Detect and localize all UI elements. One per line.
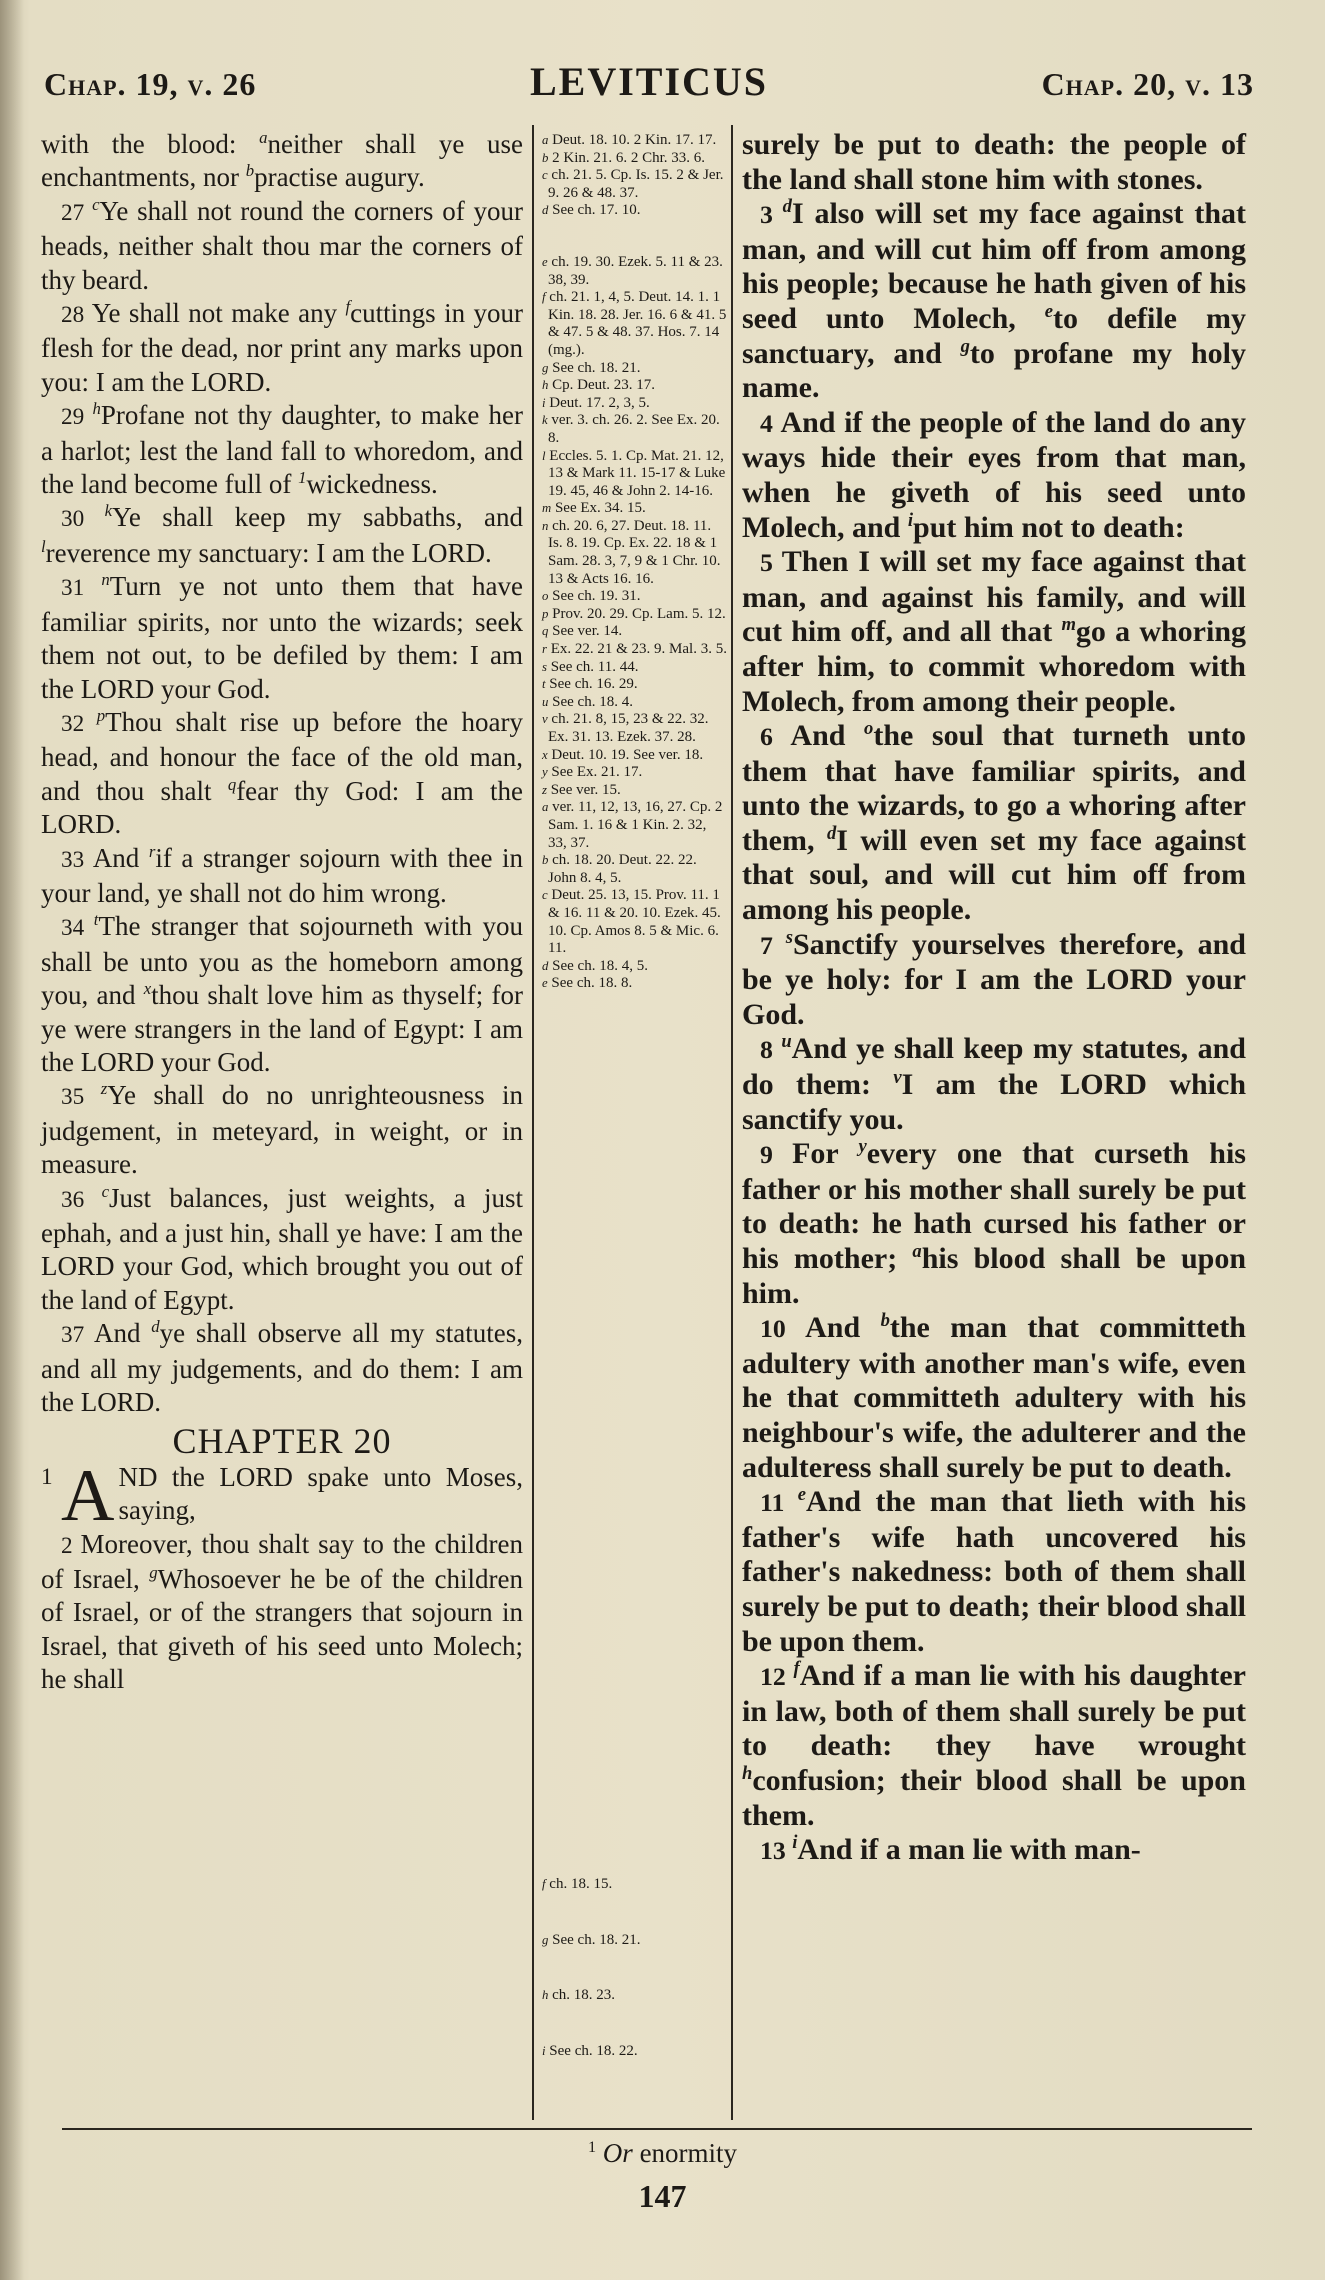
verse-r7: [742, 928, 1246, 1033]
cross-reference-key: f: [542, 1877, 546, 1891]
cross-reference-key: z: [542, 782, 547, 797]
cross-reference: [542, 518, 727, 588]
cross-reference: [542, 711, 727, 746]
cross-reference-key: k: [542, 413, 548, 428]
left-verses-chapter-19: [41, 128, 523, 1419]
verse-text: And ye shall keep my statutes, and do them:: [742, 1032, 1246, 1102]
cross-reference-text: See ch. 11. 44.: [546, 658, 639, 675]
cross-reference-key: a: [542, 800, 549, 815]
cross-reference-text: ch. 19. 30. Ezek. 5. 11 & 23. 38, 39.: [547, 253, 723, 288]
note-marker: x: [143, 979, 152, 999]
cross-reference: [542, 395, 727, 413]
note-marker: h: [742, 1762, 753, 1784]
note-marker: d: [826, 822, 837, 844]
note-marker: k: [104, 501, 113, 521]
cross-reference-key: h: [542, 378, 549, 393]
cross-reference-key: n: [542, 518, 549, 533]
footnote-mark: 1: [587, 2138, 597, 2156]
left-text-column: [41, 128, 523, 1697]
verse-text: neither shall ye use enchantments, nor: [41, 129, 523, 193]
cross-reference-text: See ver. 15.: [546, 781, 621, 798]
verse-number: 8: [760, 1035, 782, 1065]
note-marker: z: [100, 1079, 108, 1099]
cross-reference-text: See Ex. 34. 15.: [551, 500, 646, 517]
cross-reference: [542, 782, 727, 800]
verse-text: And if the people of the land do any ways hide their eyes from that man, when he giveth of his seed unto Molech, and: [742, 405, 1246, 544]
note-marker: f: [345, 297, 351, 317]
note-marker: d: [151, 1317, 160, 1337]
verse-text: put him not to death:: [913, 510, 1185, 544]
cross-reference-text: Deut. 25. 13, 15. Prov. 11. 1 & 16. 11 & 20. 10. Ezek. 45. 10. Cp. Amos 8. 5 & Mic. 6. 11.: [547, 887, 721, 957]
cross-reference: [542, 694, 727, 712]
verse-l28: [41, 297, 523, 399]
verse-text: I also will set my face against that man, and will cut him off from among his people; because he hath given of his seed unto Molech,: [742, 197, 1246, 335]
verse-l36: [41, 1182, 523, 1318]
cross-reference-key: b: [542, 150, 549, 165]
cross-reference: [542, 500, 727, 518]
verse-number: 33: [61, 846, 93, 873]
cross-reference-text: See ch. 18. 4.: [548, 693, 633, 710]
footnote-rule: [62, 2128, 1252, 2130]
verse-l32: [41, 706, 523, 842]
verse-20-1: [41, 1454, 523, 1537]
verse-r11: [742, 1485, 1246, 1659]
cross-reference-key: g: [542, 1932, 549, 1947]
running-head: [44, 58, 1254, 108]
cross-reference-key: d: [542, 203, 549, 218]
verse-text: thou shalt love him as thyself; for ye were strangers in the land of Egypt: I am the LORD your God.: [41, 980, 523, 1077]
drop-cap: A: [61, 1454, 115, 1537]
cross-reference-text: Prov. 20. 29. Cp. Lam. 5. 12.: [548, 605, 726, 622]
verse-text: And if a man lie with man-: [797, 1833, 1141, 1867]
cross-references-upper: [542, 132, 727, 993]
cross-reference-key: y: [542, 765, 548, 780]
cross-reference-text: See ch. 18. 22.: [545, 2042, 638, 2059]
verse-l2: [41, 1528, 523, 1697]
note-marker: y: [858, 1136, 867, 1158]
verse-text: And the man that lieth with his father's wife hath uncovered his father's nakedness: both of them shall surely be put to death; their blood shall be upon them.: [742, 1485, 1246, 1658]
verse-l33: [41, 842, 523, 911]
cross-reference-text: ch. 18. 15.: [545, 1876, 613, 1892]
verse-number: 1: [41, 1463, 53, 1490]
cross-reference-text: ch. 18. 20. Deut. 22. 22. John 8. 4, 5.: [548, 852, 697, 886]
verse-text: Ye shall do no unrighteousness in judgement, in meteyard, in weight, or in measure.: [41, 1080, 523, 1180]
verse-text: And if a man lie with his daughter in law, both of them shall surely be put to death: they have wrought: [742, 1659, 1246, 1763]
verse-l34: [41, 910, 523, 1079]
verse-number: 12: [760, 1662, 794, 1692]
verse-number: 11: [760, 1488, 798, 1518]
verse-text: Ye shall keep my sabbaths, and: [112, 502, 523, 533]
verse-number: 6: [760, 722, 791, 752]
verse-l0: [41, 128, 523, 195]
verse-l37: [41, 1317, 523, 1419]
column-rule-left: [532, 125, 534, 2120]
cross-reference: [542, 676, 727, 694]
verse-l29: [41, 399, 523, 501]
cross-reference-text: Deut. 18. 10. 2 Kin. 17. 17.: [548, 132, 717, 148]
cross-reference: [542, 975, 727, 993]
footnote-text: enormity: [632, 2138, 738, 2168]
note-marker: o: [864, 718, 874, 740]
footnote: [0, 2138, 1325, 2169]
verse-number: 36: [61, 1186, 102, 1213]
verse-r5: [742, 545, 1246, 719]
cross-reference: [542, 289, 727, 359]
cross-reference-text: See ch. 18. 4, 5.: [548, 957, 648, 974]
verse-text: I am the LORD which sanctify you.: [742, 1068, 1246, 1136]
cross-reference: [542, 659, 727, 677]
verse-text: Whosoever he be of the children of Israel, or of the strangers that sojourn in Israel, that giveth of his seed unto Molech; he shall: [41, 1564, 523, 1695]
verse-r4: [742, 406, 1246, 545]
cross-reference-text: ch. 18. 23.: [548, 1987, 616, 2004]
verse-number: 29: [61, 404, 93, 431]
verse-text: to profane my holy name.: [742, 336, 1246, 405]
verse-l27: [41, 195, 523, 297]
note-marker: i: [907, 509, 914, 531]
cross-reference: [542, 641, 727, 659]
note-marker: m: [1061, 614, 1076, 636]
note-marker: c: [101, 1181, 110, 1201]
cross-reference-key: l: [542, 448, 546, 463]
cross-reference: [542, 887, 727, 957]
cross-reference-text: 2 Kin. 21. 6. 2 Chr. 33. 6.: [548, 149, 706, 166]
cross-reference: [542, 360, 727, 378]
cross-reference-key: p: [542, 606, 549, 621]
note-marker: g: [960, 335, 970, 357]
cross-reference-key: t: [542, 677, 546, 692]
note-marker: a: [912, 1241, 922, 1262]
cross-reference-key: e: [542, 254, 548, 269]
cross-reference-text: Deut. 10. 19. See ver. 18.: [547, 746, 704, 763]
verse-text: if a stranger sojourn with thee in your land, ye shall not do him wrong.: [41, 842, 523, 908]
cross-reference: [542, 799, 727, 852]
verse-l35: [41, 1079, 523, 1181]
cross-reference: [542, 623, 727, 641]
cross-reference-text: See ch. 18. 21.: [548, 359, 641, 376]
cross-reference: [542, 1932, 727, 1950]
verse-number: 35: [61, 1084, 101, 1111]
note-marker: s: [785, 926, 793, 948]
column-rule-right: [731, 125, 733, 2120]
cross-reference-text: Cp. Deut. 23. 17.: [548, 377, 656, 394]
cross-reference-key: m: [542, 501, 552, 516]
verse-text: The stranger that sojourneth with you shall be unto you as the homeborn among you, and: [41, 911, 523, 1011]
verse-number: 30: [61, 506, 105, 533]
verse-text: Moreover, thou shalt say to the children of Israel,: [41, 1528, 524, 1595]
verse-l30: [41, 501, 523, 570]
verse-text: surely be put to death: the people of the land shall stone him with stones.: [742, 128, 1246, 196]
verse-l31: [41, 570, 523, 706]
verse-text: fear thy God: I am the LORD.: [41, 775, 523, 840]
verse-r6: [742, 719, 1246, 928]
cross-reference: [542, 150, 727, 168]
verse-text: And: [92, 842, 149, 873]
verse-text: For: [792, 1137, 859, 1171]
cross-reference-text: ch. 21. 5. Cp. Is. 15. 2 & Jer. 9. 26 & 48. 37.: [547, 167, 724, 201]
note-marker: u: [781, 1031, 792, 1053]
verse-text: Ye shall not round the corners of your heads, neither shalt thou mar the corners of thy beard.: [41, 195, 523, 295]
header-left-reference: Chap. 19, v. 26: [44, 66, 257, 102]
verse-text: practise augury.: [254, 162, 425, 193]
cross-reference: [542, 2043, 727, 2061]
cross-reference-text: See ch. 19. 31.: [548, 588, 641, 605]
cross-reference-text: Ex. 22. 21 & 23. 9. Mal. 3. 5.: [546, 641, 727, 658]
verse-text: And: [805, 1311, 881, 1345]
verse-r13: [742, 1833, 1246, 1869]
verse-r0: [742, 128, 1246, 197]
cross-reference: [542, 764, 727, 782]
cross-reference: [542, 254, 727, 289]
verse-number: 32: [61, 710, 97, 737]
cross-reference-text: Deut. 17. 2, 3, 5.: [545, 394, 650, 411]
verse-text: wickedness.: [306, 469, 438, 500]
gutter-shadow: [0, 0, 24, 2280]
note-marker: e: [797, 1484, 807, 1506]
verse-number: 13: [760, 1836, 793, 1866]
right-text-column: [742, 128, 1246, 1869]
cross-reference-key: i: [542, 2043, 546, 2058]
cross-reference: [542, 958, 727, 976]
verse-r3: [742, 197, 1246, 406]
verse-number: 7: [760, 930, 786, 960]
note-marker: p: [96, 705, 106, 725]
cross-reference: [542, 588, 727, 606]
verse-text: his blood shall be upon him.: [742, 1242, 1247, 1310]
note-marker: b: [245, 161, 255, 181]
note-marker: v: [893, 1067, 902, 1089]
note-marker: a: [259, 128, 268, 147]
verse-number: 2: [61, 1532, 81, 1559]
cross-reference: [542, 202, 727, 220]
page-number: 147: [638, 2178, 687, 2214]
note-marker: d: [782, 196, 792, 218]
cross-reference: [542, 448, 727, 501]
cross-reference-text: ch. 20. 6, 27. Deut. 18. 11. Is. 8. 19. Cp. Ex. 22. 18 & 1 Sam. 28. 3, 7, 9 & 1 Chr. 10. 13 & Acts 16. 16.: [548, 517, 721, 587]
verse-number: 3: [760, 200, 783, 230]
cross-reference-key: d: [542, 958, 549, 973]
cross-reference-text: See ch. 18. 21.: [548, 1931, 641, 1948]
note-marker: l: [41, 536, 46, 556]
verse-text: Thou shalt rise up before the hoary head, and honour the face of the old man, and thou shalt: [41, 706, 523, 806]
cross-reference-text: ver. 11, 12, 13, 16, 27. Cp. 2 Sam. 1. 16 & 1 Kin. 2. 32, 33, 37.: [548, 799, 723, 851]
cross-reference-text: See ver. 14.: [548, 623, 623, 640]
verse-text: Sanctify yourselves therefore, and be ye holy: for I am the LORD your God.: [742, 927, 1246, 1031]
cross-reference: [542, 747, 727, 765]
cross-reference: [542, 132, 727, 150]
note-marker: g: [149, 1563, 158, 1583]
note-marker: b: [880, 1310, 890, 1332]
cross-reference-text: ver. 3. ch. 26. 2. See Ex. 20. 8.: [547, 412, 720, 446]
note-marker: r: [148, 841, 156, 861]
chapter-heading: CHAPTER 20: [172, 1421, 392, 1462]
verse-r9: [742, 1137, 1246, 1311]
verse-text: reverence my sanctuary: I am the LORD.: [45, 537, 492, 568]
cross-reference: [542, 220, 727, 254]
verse-text: And: [94, 1318, 152, 1349]
note-marker: e: [1044, 300, 1054, 322]
verse-number: 37: [61, 1322, 95, 1349]
cross-reference-text: See Ex. 21. 17.: [547, 764, 643, 781]
verse-text: Ye shall not make any: [91, 298, 346, 329]
verse-text: with the blood:: [41, 129, 260, 159]
left-verses-chapter-20: [41, 1528, 523, 1697]
cross-references-lower: [542, 1876, 727, 2060]
verse-number: 4: [760, 408, 781, 438]
cross-reference: [542, 412, 727, 447]
cross-reference-key: b: [542, 853, 549, 868]
note-marker: f: [793, 1658, 800, 1680]
verse-text: Just balances, just weights, a just ephah, and a just hin, shall ye have: I am the LORD your God, which brought you out of the land of Egypt.: [41, 1182, 523, 1315]
note-marker: c: [92, 194, 100, 214]
cross-reference-text: ch. 21. 8, 15, 23 & 22. 32. Ex. 31. 13. Ezek. 37. 28.: [547, 711, 709, 745]
cross-reference-text: See ch. 18. 8.: [547, 975, 633, 992]
note-marker: 1: [298, 468, 307, 488]
note-marker: h: [92, 399, 101, 419]
cross-reference-key: c: [542, 888, 548, 903]
verse-number: 28: [61, 302, 92, 329]
verse-r8: [742, 1032, 1246, 1137]
verse-text: And: [790, 719, 865, 753]
cross-reference-key: i: [542, 395, 546, 410]
verse-text: ND the LORD spake unto Moses, saying,: [118, 1461, 523, 1526]
cross-reference: [542, 852, 727, 887]
verse-r10: [742, 1311, 1246, 1485]
cross-reference: [542, 606, 727, 624]
header-right-reference: Chap. 20, v. 13: [1041, 66, 1254, 102]
note-marker: t: [93, 910, 99, 930]
verse-text: to defile my sanctuary, and: [742, 301, 1246, 370]
verse-text: Then I will set my face against that man, and against his family, and will cut him off, and all that: [742, 545, 1246, 649]
cross-reference-key: g: [542, 360, 549, 375]
verse-text: cuttings in your flesh for the dead, nor print any marks upon you: I am the LORD.: [41, 298, 523, 397]
verse-text: I will even set my face against that soul, and will cut him off from among his people.: [742, 823, 1246, 927]
verse-number: 9: [760, 1140, 793, 1170]
verse-text: go a whoring after him, to commit whoredom with Molech, from among their people.: [742, 615, 1247, 718]
cross-reference-key: v: [542, 712, 548, 727]
cross-reference: [542, 167, 727, 202]
cross-reference-key: o: [542, 589, 549, 604]
verse-number: 34: [61, 915, 94, 942]
cross-reference-key: e: [542, 976, 548, 991]
cross-reference-key: f: [542, 290, 546, 305]
cross-reference-column: [542, 132, 727, 2059]
verse-text: ye shall observe all my statutes, and all my judgements, and do them: I am the LORD.: [41, 1318, 524, 1418]
cross-reference-key: a: [542, 133, 549, 147]
note-marker: n: [101, 570, 110, 590]
verse-text: the soul that turneth unto them that have familiar spirits, and unto the wizards, to go a whoring after them,: [742, 719, 1246, 857]
cross-reference-key: s: [542, 659, 547, 674]
cross-reference: [542, 1876, 727, 1894]
cross-reference-text: Eccles. 5. 1. Cp. Mat. 21. 12, 13 & Mark 11. 15-17 & Luke 19. 45, 46 & John 2. 14-16.: [545, 447, 726, 499]
verse-number: 5: [760, 548, 782, 578]
cross-reference: [542, 1987, 727, 2005]
cross-reference-key: c: [542, 168, 548, 183]
note-marker: i: [792, 1832, 798, 1854]
verse-text: Profane not thy daughter, to make her a harlot; lest the land fall to whoredom, and the land become full of: [41, 400, 523, 500]
verse-number: 10: [760, 1314, 806, 1344]
cross-reference-key: r: [542, 642, 547, 657]
verse-r12: [742, 1659, 1246, 1833]
cross-reference-text: ch. 21. 1, 4, 5. Deut. 14. 1. 1 Kin. 18. 28. Jer. 16. 6 & 41. 5 & 47. 5 & 48. 37. Hos. 7. 14 (mg.).: [545, 289, 727, 358]
verse-text: every one that curseth his father or his mother shall surely be put to death: he hath cursed his father or his mother;: [742, 1137, 1246, 1275]
cross-reference-text: See ch. 17. 10.: [548, 202, 641, 219]
footnote-or: Or: [602, 2138, 633, 2168]
verse-number: 27: [61, 199, 93, 226]
cross-reference-text: See ch. 16. 29.: [545, 676, 638, 693]
book-title: LEVITICUS: [529, 59, 769, 104]
cross-reference-key: x: [542, 747, 548, 762]
verse-text: Turn ye not unto them that have familiar spirits, nor unto the wizards; seek them not out, to be defiled by them: I am the LORD your God.: [41, 571, 523, 704]
cross-reference-key: h: [542, 1988, 549, 2003]
cross-reference-key: u: [542, 694, 549, 709]
cross-reference: [542, 377, 727, 395]
verse-number: 31: [61, 575, 102, 602]
cross-reference-key: q: [542, 624, 549, 639]
verse-text: confusion; their blood shall be upon them.: [742, 1763, 1246, 1832]
verse-text: the man that committeth adultery with another man's wife, even he that committeth adultery with his neighbour's wife, the adulterer and the adulteress shall surely be put to death.: [742, 1311, 1246, 1484]
note-marker: q: [227, 774, 237, 794]
